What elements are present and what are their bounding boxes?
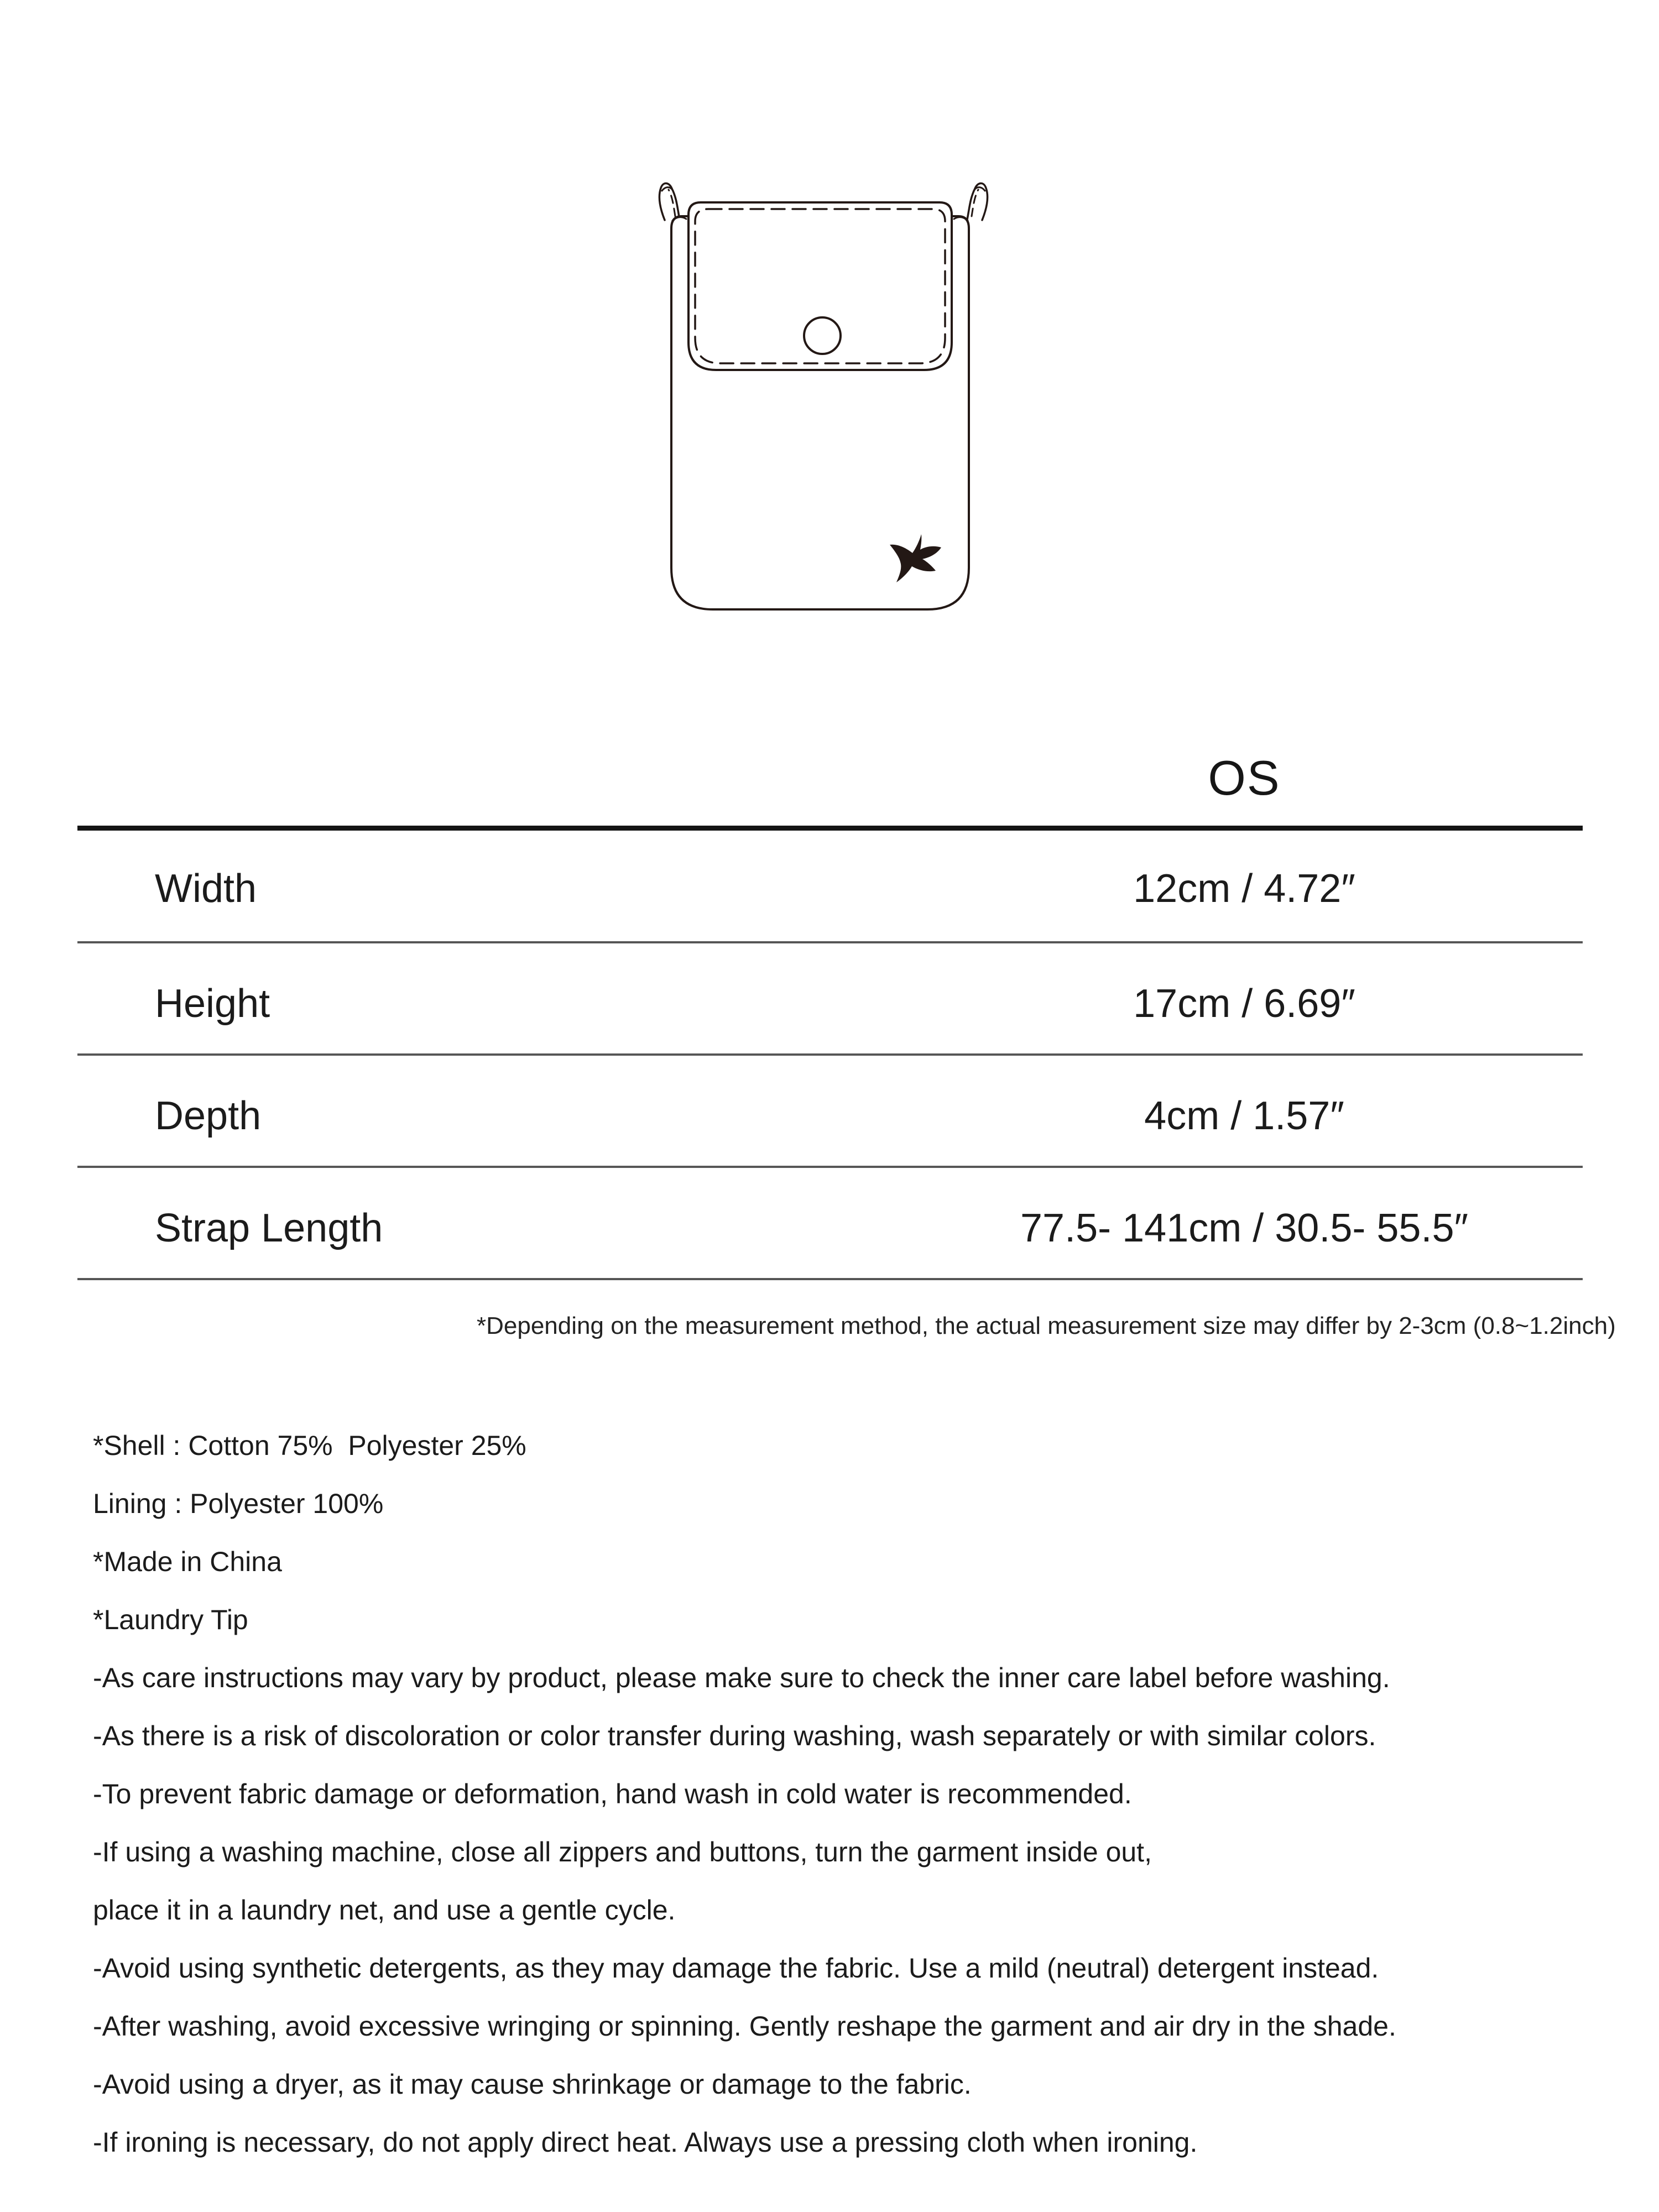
care-instruction: -If ironing is necessary, do not apply direct heat. Always use a pressing cloth when ironing.: [93, 2127, 1198, 2158]
strap-loop-left-icon: [659, 183, 680, 220]
bag-line-drawing: [655, 174, 998, 617]
measurement-footnote: *Depending on the measurement method, the actual measurement size may differ by 2-3cm (0.8~1.2inch): [477, 1312, 1616, 1339]
size-column-header: OS: [1208, 750, 1281, 805]
size-row-value-height: 17cm / 6.69″: [1133, 982, 1355, 1026]
care-instruction: -Avoid using a dryer, as it may cause shrinkage or damage to the fabric.: [93, 2069, 972, 2100]
care-instruction: -Avoid using synthetic detergents, as they may damage the fabric. Use a mild (neutral) detergent instead.: [93, 1953, 1379, 1984]
size-row-value-width: 12cm / 4.72″: [1133, 867, 1355, 911]
detail-line-laundry-tip-heading: *Laundry Tip: [93, 1604, 248, 1635]
table-row-divider: [77, 1166, 1583, 1168]
detail-line-shell: *Shell : Cotton 75% Polyester 25%: [93, 1430, 526, 1461]
care-instruction: place it in a laundry net, and use a gentle cycle.: [93, 1895, 676, 1926]
size-row-label-height: Height: [155, 982, 270, 1026]
table-row-divider: [77, 941, 1583, 943]
care-instruction: -To prevent fabric damage or deformation, hand wash in cold water is recommended.: [93, 1778, 1132, 1809]
size-row-label-depth: Depth: [155, 1094, 262, 1138]
care-instruction: -After washing, avoid excessive wringing or spinning. Gently reshape the garment and air dry in the shade.: [93, 2011, 1396, 2042]
bag-flap: [688, 202, 952, 370]
table-bottom-rule: [77, 1278, 1583, 1280]
size-row-label-width: Width: [155, 867, 257, 911]
product-figure: [655, 174, 998, 617]
size-row-value-depth: 4cm / 1.57″: [1144, 1094, 1344, 1138]
table-row-divider: [77, 1053, 1583, 1056]
detail-line-lining: Lining : Polyester 100%: [93, 1488, 384, 1519]
size-row-value-strap-length: 77.5- 141cm / 30.5- 55.5″: [1020, 1206, 1468, 1250]
size-row-label-strap-length: Strap Length: [155, 1206, 383, 1250]
care-instruction: -As there is a risk of discoloration or color transfer during washing, wash separately or with similar colors.: [93, 1720, 1376, 1751]
care-instruction: -If using a washing machine, close all zippers and buttons, turn the garment inside out,: [93, 1837, 1152, 1867]
table-top-rule: [77, 826, 1583, 831]
care-details-block: [93, 1417, 1597, 2172]
snap-button-icon: [804, 317, 841, 354]
strap-loop-right-icon: [967, 183, 988, 220]
detail-line-origin: *Made in China: [93, 1546, 282, 1577]
care-instruction: -As care instructions may vary by product, please make sure to check the inner care label before washing.: [93, 1662, 1390, 1693]
